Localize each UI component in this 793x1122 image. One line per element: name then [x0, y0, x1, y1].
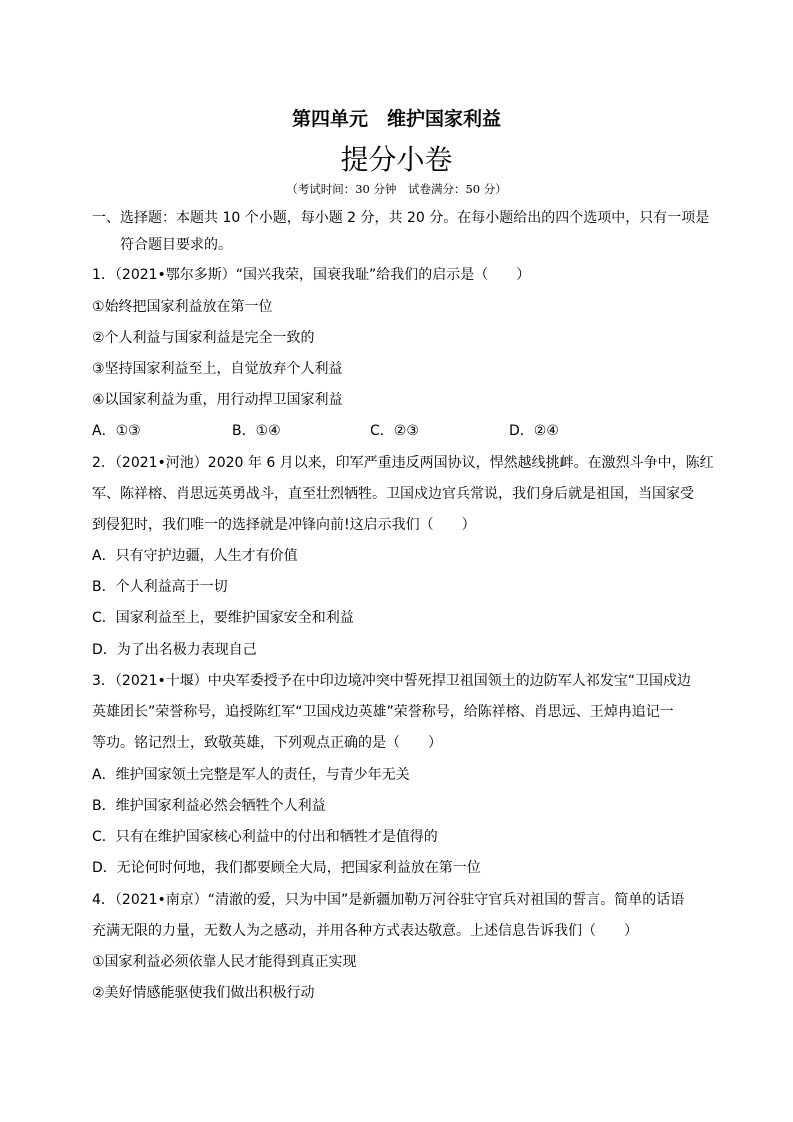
q1-item-2: ②个人利益与国家利益是完全一致的 — [92, 330, 315, 346]
q3-option-b: B．维护国家利益必然会牺牲个人利益 — [92, 798, 326, 814]
unit-title: 第四单元 维护国家利益 — [291, 108, 501, 130]
q2-option-a: A．只有守护边疆，人生才有价值 — [92, 548, 298, 564]
q1-item-1: ①始终把国家利益放在第一位 — [92, 299, 273, 315]
q1-item-3: ③坚持国家利益至上，自觉放弃个人利益 — [92, 361, 343, 377]
q2-stem-line3: 到侵犯时，我们唯一的选择就是冲锋向前!这启示我们（ ） — [92, 517, 476, 533]
q2-stem-line1: 2．（2021•河池）2020 年 6 月以来，印军严重违反两国协议，悍然越线挑衅。在激烈斗争中，陈红 — [92, 455, 714, 471]
main-title: 提分小卷 — [340, 143, 453, 176]
q4-stem-line1: 4．（2021•南京）“清澈的爱，只为中国”是新疆加勒万河谷驻守官兵对祖国的誓言。简单的话语 — [92, 892, 685, 908]
q2-option-d: D．为了出名极力表现自己 — [92, 642, 257, 658]
q3-option-a: A．维护国家领土完整是军人的责任，与青少年无关 — [92, 767, 410, 783]
q1-stem: 1．（2021•鄂尔多斯）“国兴我荣，国衰我耻”给我们的启示是（ ） — [92, 267, 531, 283]
q1-item-4: ④以国家利益为重，用行动捍卫国家利益 — [92, 392, 343, 408]
q4-item-2: ②美好情感能驱使我们做出积极行动 — [92, 985, 315, 1001]
q3-stem-line2: 英雄团长”荣誉称号，追授陈红军“卫国戍边英雄”荣誉称号，给陈祥榕、肖思远、王焯冉追记一 — [92, 704, 674, 720]
q3-option-d: D．无论何时何地，我们都要顾全大局，把国家利益放在第一位 — [92, 860, 481, 876]
q3-stem-line1: 3．（2021•十堰）中央军委授予在中印边境冲突中誓死捍卫祖国领土的边防军人祁发宝“卫国戍边 — [92, 673, 692, 689]
q1-option-c: C．②③ — [370, 423, 419, 439]
q1-option-b: B．①④ — [232, 423, 281, 439]
exam-info: （考试时间：30 分钟 试卷满分：50 分） — [286, 182, 507, 196]
q3-stem-line3: 等功。铭记烈士，致敬英雄，下列观点正确的是（ ） — [92, 735, 442, 751]
section-instruction-line2: 符合题目要求的。 — [120, 237, 232, 253]
q3-option-c: C．只有在维护国家核心利益中的付出和牺牲才是值得的 — [92, 829, 438, 845]
q1-option-d: D．②④ — [509, 423, 559, 439]
q1-option-a: A．①③ — [92, 423, 141, 439]
q2-stem-line2: 军、陈祥榕、肖思远英勇战斗，直至壮烈牺牲。卫国戍边官兵常说，我们身后就是祖国，当国家受 — [92, 486, 694, 502]
q2-option-c: C．国家利益至上，要维护国家安全和利益 — [92, 610, 354, 626]
section-instruction-line1: 一、选择题：本题共 10 个小题，每小题 2 分，共 20 分。在每小题给出的四个选项中，只有一项是 — [92, 210, 710, 226]
q2-option-b: B．个人利益高于一切 — [92, 579, 228, 595]
q4-stem-line2: 充满无限的力量，无数人为之感动，并用各种方式表达敬意。上述信息告诉我们（ ） — [92, 923, 638, 939]
q4-item-1: ①国家利益必须依靠人民才能得到真正实现 — [92, 954, 357, 970]
